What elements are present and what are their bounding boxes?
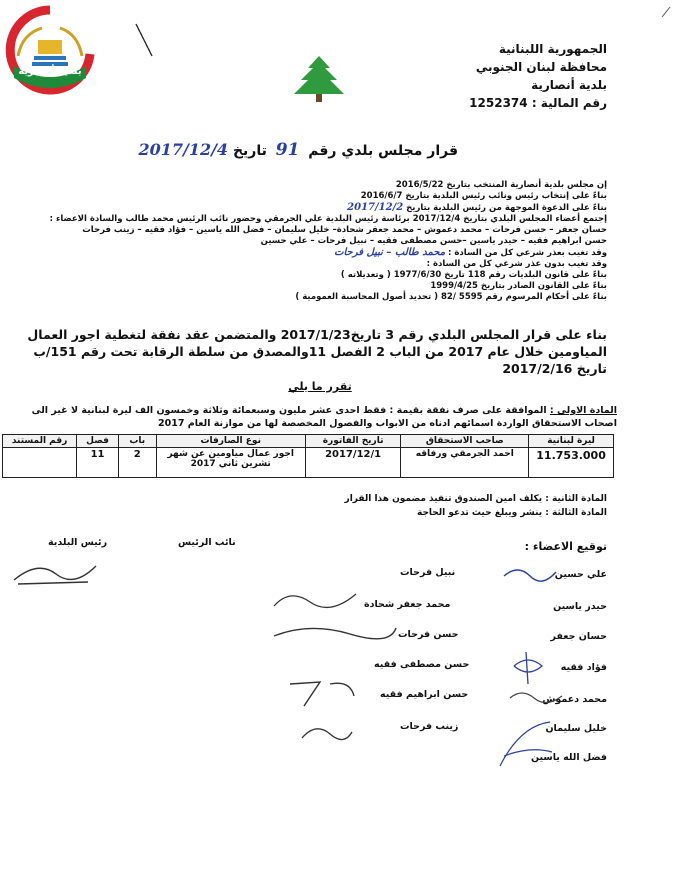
table-row (3, 448, 614, 478)
decision-title-label: قرار مجلس بلدي رقم (308, 143, 458, 159)
preamble-line: وقد تغيب بدون عذر شرعي كل من السادة : (426, 259, 607, 269)
decides-heading: تقرر ما يلي (288, 380, 352, 393)
signature-ali-hussein (500, 562, 560, 588)
table-cell-section: 11 (77, 448, 119, 478)
table-header-cell: صاحب الاستحقاق (401, 435, 529, 448)
table-header-cell: فصل (77, 435, 119, 448)
signature-mayor (8, 556, 98, 588)
article-3-text: ينشر ويبلغ حيث تدعو الحاجة (416, 508, 543, 518)
signature-shehadeh (270, 586, 360, 614)
handwritten-absent-names: محمد طالب – نبيل فرحات (334, 247, 446, 258)
article-3 (107, 508, 607, 518)
pen-mark (132, 20, 156, 60)
article-1-text: الموافقة على صرف نفقة بقيمة : فقط احدى عشر مليون وسبعمائة وثلاثة وخمسون الف ليرة لبنانية لا غير الى اصحاب الاستحقاق الواردة اسمائهم ادناه من الابواب والفصول المخصصة لها من موازنة العام 2017 (31, 405, 617, 429)
member-name: محمد دعموش (542, 694, 607, 705)
article-3-label: المادة الثالثة : (545, 508, 607, 518)
decision-date: 2017/12/4 (138, 140, 229, 159)
preamble-line: بناءً على الدعوة الموجهة من رئيس البلدية بتاريخ 2017/12/2 (347, 202, 607, 213)
article-2 (107, 494, 607, 504)
member-name: محمد جعفر شحادة (364, 599, 451, 610)
article-1 (5, 404, 617, 430)
member-name: حسن فرحات (398, 629, 459, 640)
preamble-line: إجتمع أعضاء المجلس البلدي بتاريخ 2017/12/4 برئاسة رئيس البلدية علي الجرمقي وحضور نائب الرئيس محمد طالب والسادة الاعضاء : (49, 214, 607, 224)
table-header-cell: باب (119, 435, 157, 448)
decision-date-label: تاريخ (232, 143, 267, 159)
table-cell-expense-type: اجور عمال مياومين عن شهر تشرين ثاني 2017 (156, 448, 305, 478)
preamble-line: وقد تغيب بعذر شرعي كل من السادة : محمد طالب – نبيل فرحات (334, 247, 607, 258)
member-name: فؤاد فقيه (560, 662, 607, 673)
preamble-line: بناءً على إنتخاب رئيس ونائب رئيس البلدية بتاريخ 2016/6/7 (360, 191, 607, 201)
members-title: توقيع الاعضاء : (524, 540, 607, 553)
table-header-cell: نوع الصارفات (156, 435, 305, 448)
finance-number-label: رقم المالية : (531, 96, 607, 110)
governorate-name: محافظة لبنان الجنوبي (475, 60, 607, 74)
letterhead (407, 40, 607, 112)
deputy-title: نائب الرئيس (178, 537, 236, 548)
signature-hassan-ibrahim (284, 676, 364, 712)
table-cell-payee: احمد الجرمقي ورفاقه (401, 448, 529, 478)
member-name: حسن ابراهيم فقيه (380, 689, 469, 700)
municipality-logo (2, 4, 98, 96)
corner-mark (660, 4, 672, 18)
table-header-cell: تاريخ الفاتورة (305, 435, 401, 448)
article-2-label: المادة الثانية : (545, 494, 607, 504)
member-name: حسن مصطفى فقيه (374, 659, 470, 670)
preamble-line: بناءً على أحكام المرسوم رقم 5595 /82 ( تحديد أصول المحاسبة العمومية ) (295, 292, 607, 302)
member-name: علي حسين (554, 569, 607, 580)
signature-hassan-farhat (270, 618, 400, 644)
expense-table (2, 434, 614, 478)
table-cell-document-no (3, 448, 77, 478)
member-name: فضل الله ياسين (530, 752, 607, 763)
article-2-text: يكلف امين الصندوق تنفيذ مضمون هذا القرار (344, 494, 543, 504)
logo-graphic (2, 4, 98, 96)
preamble (47, 180, 607, 303)
finance-number-line (407, 94, 607, 112)
table-header-cell: رقم المستند (3, 435, 77, 448)
preamble-line: بناءً على القانون الصادر بتاريخ 1999/4/25 (430, 281, 607, 291)
preamble-line: حسن ابراهيم فقيه – حيدر ياسين –حسن مصطفى فقيه – نبيل فرحات – علي حسين (260, 236, 607, 246)
signature-fouad-fakih (506, 648, 550, 688)
table-header-cell: ليرة لبنانية (529, 435, 614, 448)
table-header-row (3, 435, 614, 448)
member-name: زينب فرحات (400, 721, 459, 732)
signature-daamoush (506, 684, 566, 706)
member-name: حسان جعفر (550, 631, 607, 642)
municipality-name: بلدية أنصارية (531, 78, 607, 92)
table-cell-amount: 11.753.000 (529, 448, 614, 478)
decision-title (128, 140, 458, 160)
table-cell-invoice-date: 2017/12/1 (305, 448, 401, 478)
finance-number: 1252374 (469, 96, 528, 110)
member-name: خليل سليمان (545, 723, 607, 734)
article-1-label: المادة الاولى : (549, 405, 617, 416)
preamble-line: حسان جعفر – حسن فرحات – محمد دعموش – محمد جعفر شحادة– خليل سليمان – فضل الله ياسين – فؤاد فقيه – زينب فرحات (82, 225, 607, 235)
signature-khalil-fadlallah (490, 716, 560, 770)
member-name: حيدر ياسين (553, 601, 607, 612)
basis-paragraph: بناء على قرار المجلس البلدي رقم 3 تاريخ2017/1/23 والمتضمن عقد نفقة لتغطية اجور العمال المياومين خلال عام 2017 من الباب 2 الفصل 11والمصدق من سلطة الرقابة تحت رقم 151/ب تاريخ 2017/2/16 (27, 327, 607, 376)
preamble-line: إن مجلس بلدية أنصارية المنتخب بتاريخ 2016/5/22 (395, 180, 607, 190)
decision-number: 91 (275, 140, 300, 160)
table-cell-chapter: 2 (119, 448, 157, 478)
mayor-title: رئيس البلدية (48, 537, 108, 548)
signature-zeinab (296, 716, 356, 746)
handwritten-invite-date: 2017/12/2 (347, 202, 404, 213)
cedar-emblem (292, 54, 346, 104)
member-name: نبيل فرحات (400, 567, 456, 578)
preamble-line: بناءً على قانون البلديات رقم 118 تاريخ 1977/6/30 ( وتعديلاته ) (340, 270, 607, 280)
country-name: الجمهورية اللبنانية (498, 42, 607, 56)
logo-caption: بلدية أنصارية (18, 66, 82, 77)
